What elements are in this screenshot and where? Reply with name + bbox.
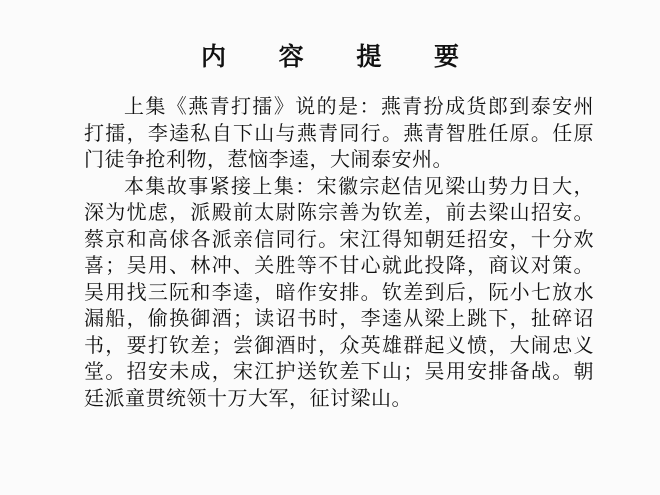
- paragraph-current-episode: 本集故事紧接上集：宋徽宗赵佶见梁山势力日大，深为忧虑，派殿前太尉陈宗善为钦差，前去梁山招安。蔡京和高俅各派亲信同行。宋江得知朝廷招安，十分欢喜；吴用、林冲、关胜等不甘心就此投降，商议对策。吴用找三阮和李逵，暗作安排。钦差到后，阮小七放水漏船，偷换御酒；读诏书时，李逵从梁上跳下，扯碎诏书，要打钦差；尝御酒时，众英雄群起义愤，大闹忠义堂。招安未成，宋江护送钦差下山；吴用安排备战。朝廷派童贯统领十万大军，征讨梁山。: [84, 173, 594, 410]
- page-title: 内 容 提 要: [200, 42, 482, 71]
- summary-text: [84, 93, 594, 411]
- paragraph-previous-episode: 上集《燕青打擂》说的是：燕青扮成货郎到泰安州打擂，李逵私自下山与燕青同行。燕青智胜任原。任原门徒争抢利物，惹恼李逵，大闹泰安州。: [84, 94, 594, 171]
